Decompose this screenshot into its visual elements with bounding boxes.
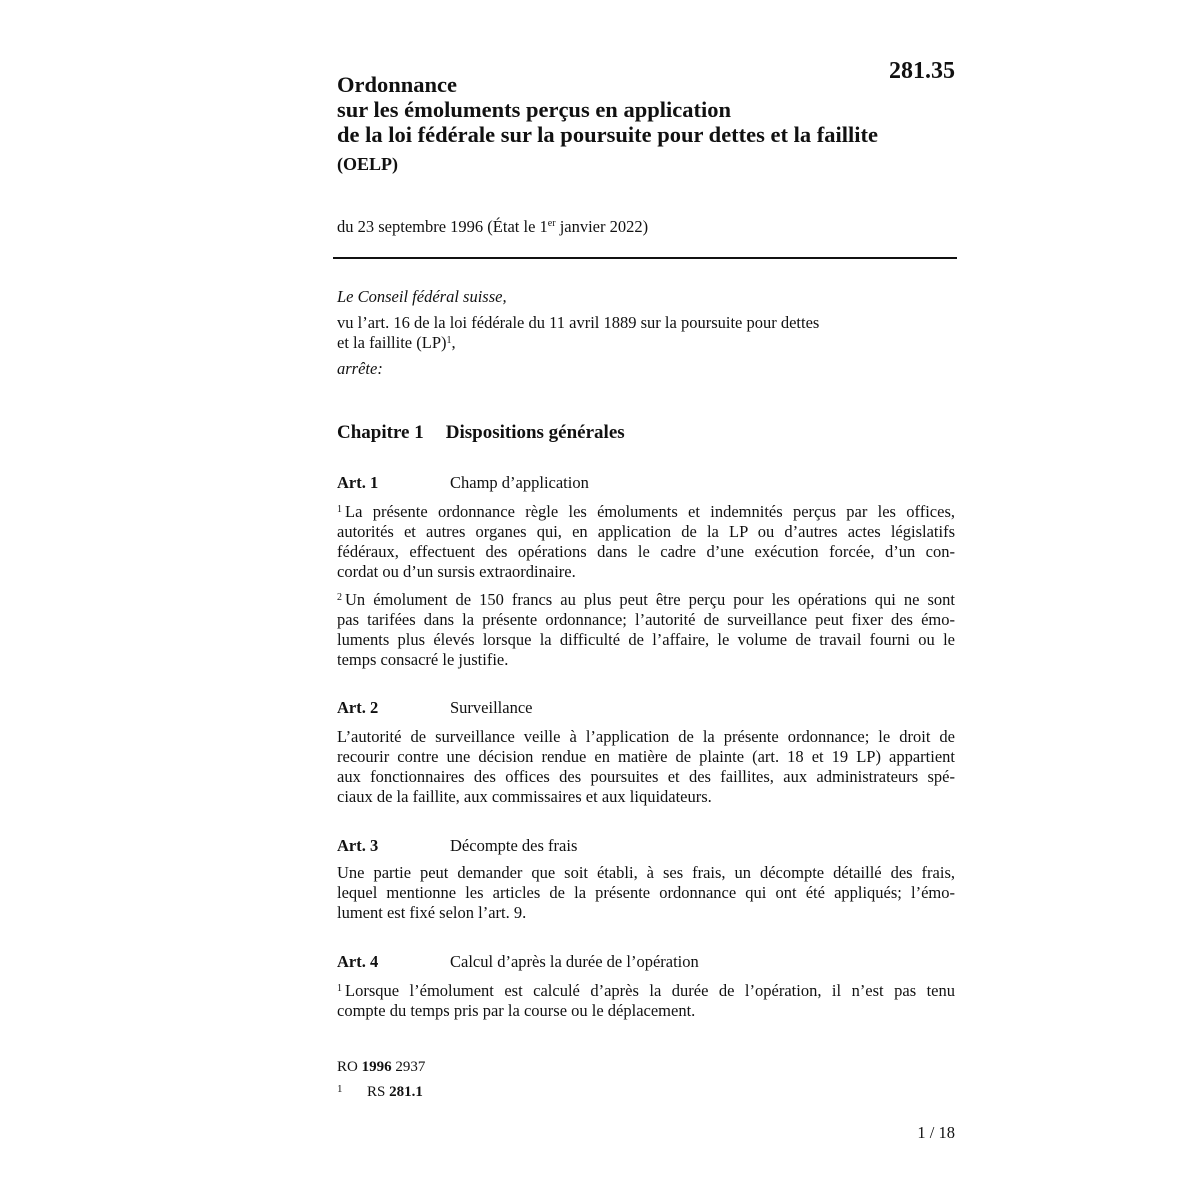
article-title: Champ d’application [450, 473, 589, 492]
line-text: lument est fixé selon l’art. 9. [337, 903, 527, 922]
ro-year: 1996 [361, 1059, 392, 1075]
footnote-mark: 1 [337, 1083, 343, 1095]
paragraph-number: 1 [337, 983, 342, 994]
title-line: sur les émoluments perçus en application [337, 97, 731, 122]
document-date [337, 217, 648, 237]
line-text: ciaux de la faillite, aux commissaires et aux liquidateurs. [337, 787, 712, 806]
line-text: aux fonctionnaires des offices des poursuites et des faillites, aux administrateurs spé- [337, 767, 955, 786]
article-heading [337, 952, 699, 972]
footnote-ref[interactable]: 1 [446, 335, 452, 346]
chapter-number: Chapitre 1 [337, 422, 424, 443]
text-line [337, 727, 955, 747]
line-text: temps consacré le justifie. [337, 650, 509, 669]
article-heading [337, 836, 577, 856]
line-text: cordat ou d’un sursis extraordinaire. [337, 562, 576, 581]
rs-number: 281.35 [889, 58, 955, 84]
article-number: Art. 1 [337, 473, 379, 492]
ro-prefix: RO [337, 1059, 358, 1075]
text-line [337, 502, 955, 522]
line-text: fédéraux, effectuent des opérations dans le cadre d’une exécution forcée, d’un con- [337, 542, 955, 561]
article-title: Surveillance [450, 698, 533, 717]
chapter-heading [337, 422, 625, 444]
page-indicator: 1 / 18 [917, 1123, 955, 1142]
article-paragraph [337, 590, 955, 670]
preamble-text: et la faillite (LP) [337, 333, 447, 352]
text-line [337, 522, 955, 542]
text-line [337, 863, 955, 883]
document-title [337, 72, 878, 147]
preamble-line: vu l’art. 16 de la loi fédérale du 11 avril 1889 sur la poursuite pour dettes [337, 313, 820, 332]
text-line [337, 590, 955, 610]
line-text: Un émolument de 150 francs au plus peut être perçu pour les opérations qui ne sont [345, 590, 955, 609]
line-text: Une partie peut demander que soit établi, à ses frais, un décompte détaillé des frais, [337, 863, 955, 882]
text-line [337, 767, 955, 787]
chapter-title: Dispositions générales [445, 422, 625, 443]
text-line [337, 903, 955, 923]
text-line [337, 610, 955, 630]
line-text: autorités et autres organes qui, en application de la LP ou d’autres actes législatifs [337, 522, 955, 541]
preamble-authority: Le Conseil fédéral suisse, [337, 287, 507, 306]
article-number: Art. 3 [337, 836, 379, 855]
ro-reference [337, 1056, 425, 1078]
article-heading [337, 473, 589, 493]
text-line [337, 1001, 955, 1021]
paragraph-number: 2 [337, 592, 342, 603]
ro-page: 2937 [395, 1059, 426, 1075]
footnote-ref-number[interactable]: 281.1 [389, 1084, 423, 1100]
text-line [337, 883, 955, 903]
text-line [337, 787, 955, 807]
date-prefix: du 23 septembre 1996 (État le 1 [337, 217, 548, 236]
preamble-line [337, 333, 456, 353]
line-text: pas tarifées dans la présente ordonnance; l’autorité de surveillance peut fixer des émo- [337, 610, 955, 629]
date-suffix: janvier 2022) [555, 217, 649, 236]
paragraph-number: 1 [337, 504, 342, 515]
preamble-decree: arrête: [337, 359, 383, 378]
date-sup: er [547, 218, 556, 229]
article-paragraph [337, 727, 955, 807]
line-text: luments plus élevés lorsque la difficulté de l’affaire, le volume de travail fourni ou le [337, 630, 955, 649]
line-text: Lorsque l’émolument est calculé d’après la durée de l’opération, il n’est pas tenu [345, 981, 955, 1000]
text-line [337, 630, 955, 650]
article-number: Art. 2 [337, 698, 379, 717]
title-line: de la loi fédérale sur la poursuite pour dettes et la faillite [337, 122, 878, 147]
line-text: compte du temps pris par la course ou le déplacement. [337, 1001, 696, 1020]
article-heading [337, 698, 532, 718]
title-line: Ordonnance [337, 72, 458, 97]
text-line [337, 542, 955, 562]
article-paragraph [337, 502, 955, 582]
footnote [337, 1078, 423, 1103]
article-paragraph [337, 863, 955, 923]
text-line [337, 650, 955, 670]
text-line [337, 981, 955, 1001]
header-divider [333, 257, 957, 259]
line-text: La présente ordonnance règle les émoluments et indemnités perçus par les offices, [345, 502, 955, 521]
text-line [337, 747, 955, 767]
article-number: Art. 4 [337, 952, 379, 971]
line-text: L’autorité de surveillance veille à l’application de la présente ordonnance; le droit de [337, 727, 955, 746]
title-abbreviation: (OELP) [337, 154, 398, 174]
article-title: Calcul d’après la durée de l’opération [450, 952, 699, 971]
line-text: lequel mentionne les articles de la présente ordonnance qui ont été appliqués; l’émo- [337, 883, 955, 902]
text-line [337, 562, 955, 582]
line-text: recourir contre une décision rendue en matière de plainte (art. 18 et 19 LP) appartient [337, 747, 955, 766]
article-title: Décompte des frais [450, 836, 578, 855]
preamble-text: , [451, 333, 456, 352]
article-paragraph [337, 981, 955, 1021]
footnote-prefix: RS [367, 1084, 386, 1100]
